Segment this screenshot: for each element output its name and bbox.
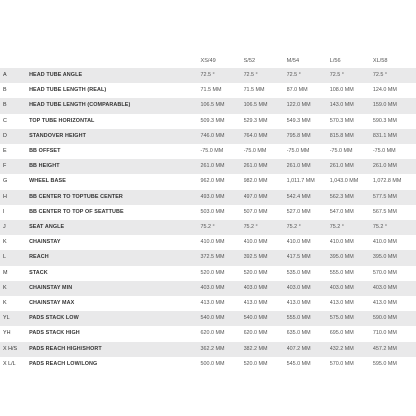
row-value: 982.0 MM (243, 178, 268, 185)
row-value: 403.0 MM (286, 284, 311, 291)
table-row (0, 144, 416, 159)
row-code: G (3, 178, 8, 185)
row-value: 540.0 MM (243, 315, 268, 322)
row-value: 72.5 ° (372, 72, 387, 78)
row-value: 407.2 MM (286, 345, 311, 352)
row-value: 620.0 MM (200, 330, 225, 337)
row-code: X L/L (3, 360, 16, 367)
row-value: 143.0 MM (329, 102, 354, 109)
row-value: 520.0 MM (243, 269, 268, 276)
row-code: I (3, 208, 5, 215)
row-value: 75.2 ° (243, 224, 258, 231)
table-row (0, 235, 416, 250)
row-label: PADS REACH HIGH/SHORT (29, 345, 102, 352)
header-label-cell (27, 54, 200, 68)
row-value: 417.5 MM (286, 254, 311, 261)
row-value: 72.5 ° (286, 72, 301, 78)
row-value: 410.0 MM (286, 239, 311, 246)
row-value: 392.5 MM (243, 254, 268, 261)
row-label: CHAINSTAY MAX (29, 300, 75, 307)
row-value: -75.0 MM (200, 148, 224, 155)
row-value: 106.5 MM (243, 102, 268, 109)
row-value: 590.3 MM (372, 117, 397, 124)
row-label: BB CENTER TO TOP OF SEATTUBE (29, 208, 124, 215)
row-value: 635.0 MM (286, 330, 311, 337)
table-header-row (0, 54, 416, 68)
row-code: A (3, 72, 7, 78)
row-code: YL (3, 315, 10, 322)
row-value: 75.2 ° (200, 224, 215, 231)
table-row (0, 114, 416, 129)
row-label: REACH (29, 254, 49, 261)
row-label: CHAINSTAY (29, 239, 61, 246)
table-row (0, 266, 416, 281)
row-value: 507.0 MM (243, 208, 268, 215)
row-value: 545.0 MM (286, 360, 311, 367)
row-code: YH (3, 330, 11, 337)
row-value: 527.0 MM (286, 208, 311, 215)
row-value: 75.2 ° (329, 224, 344, 231)
table-row (0, 357, 416, 372)
row-label: HEAD TUBE LENGTH (COMPARABLE) (29, 102, 131, 109)
row-value: 72.5 ° (329, 72, 344, 78)
row-value: 562.3 MM (329, 193, 354, 200)
row-label: PADS REACH LOW/LONG (29, 360, 98, 367)
row-value: 432.2 MM (329, 345, 354, 352)
row-code: B (3, 87, 7, 94)
row-value: 72.5 ° (200, 72, 215, 78)
row-value: 795.8 MM (286, 132, 311, 139)
row-value: 577.5 MM (372, 193, 397, 200)
row-value: 122.0 MM (286, 102, 311, 109)
row-value: -75.0 MM (329, 148, 353, 155)
row-value: 108.0 MM (329, 87, 354, 94)
row-label: BB HEIGHT (29, 163, 60, 170)
row-label: PADS STACK LOW (29, 315, 79, 322)
row-value: 71.5 MM (243, 87, 265, 94)
row-label: STACK (29, 269, 48, 276)
table-row (0, 326, 416, 341)
table-row (0, 159, 416, 174)
row-value: 567.5 MM (372, 208, 397, 215)
column-header: M/54 (286, 58, 300, 64)
row-code: K (3, 239, 7, 246)
row-label: BB OFFSET (29, 148, 61, 155)
table-body (0, 68, 416, 372)
row-value: 410.0 MM (372, 239, 397, 246)
row-value: 746.0 MM (200, 132, 225, 139)
row-value: 595.0 MM (372, 360, 397, 367)
row-value: 382.2 MM (243, 345, 268, 352)
table-row (0, 281, 416, 296)
row-code: B (3, 102, 7, 109)
row-value: 261.0 MM (200, 163, 225, 170)
row-value: 695.0 MM (329, 330, 354, 337)
row-value: 159.0 MM (372, 102, 397, 109)
row-value: 520.0 MM (243, 360, 268, 367)
column-header: S/52 (243, 58, 256, 64)
row-value: 106.5 MM (200, 102, 225, 109)
table-row (0, 342, 416, 357)
row-value: 497.0 MM (243, 193, 268, 200)
row-code: F (3, 163, 7, 170)
table-row (0, 296, 416, 311)
row-value: 75.2 ° (372, 224, 387, 231)
row-value: 503.0 MM (200, 208, 225, 215)
row-value: 87.0 MM (286, 87, 308, 94)
row-label: TOP TUBE HORIZONTAL (29, 117, 95, 124)
row-value: 764.0 MM (243, 132, 268, 139)
table-row (0, 83, 416, 98)
row-value: 403.0 MM (329, 284, 354, 291)
column-header: XL/58 (372, 58, 388, 64)
row-value: 710.0 MM (372, 330, 397, 337)
table-row (0, 205, 416, 220)
row-value: 413.0 MM (243, 300, 268, 307)
row-code: D (3, 132, 7, 139)
row-value: 413.0 MM (329, 300, 354, 307)
row-value: 410.0 MM (200, 239, 225, 246)
row-code: X H/S (3, 345, 18, 352)
row-value: 542.4 MM (286, 193, 311, 200)
column-header: L/56 (329, 58, 341, 64)
row-label: CHAINSTAY MIN (29, 284, 73, 291)
table-row (0, 98, 416, 113)
column-header: XS/49 (200, 58, 216, 64)
table-row (0, 68, 416, 83)
row-value: 372.5 MM (200, 254, 225, 261)
row-label: HEAD TUBE LENGTH (REAL) (29, 87, 107, 94)
row-value: 71.5 MM (200, 87, 222, 94)
table-row (0, 129, 416, 144)
row-label: PADS STACK HIGH (29, 330, 80, 337)
row-value: 570.0 MM (329, 360, 354, 367)
row-value: 547.0 MM (329, 208, 354, 215)
row-value: 509.3 MM (200, 117, 225, 124)
row-code: K (3, 300, 7, 307)
row-value: -75.0 MM (286, 148, 310, 155)
row-value: 72.5 ° (243, 72, 258, 78)
row-code: E (3, 148, 7, 155)
row-value: 831.1 MM (372, 132, 397, 139)
row-code: C (3, 117, 7, 124)
row-value: 540.0 MM (200, 315, 225, 322)
row-value: 575.0 MM (329, 315, 354, 322)
row-value: 362.2 MM (200, 345, 225, 352)
table-row (0, 250, 416, 265)
row-value: 395.0 MM (329, 254, 354, 261)
row-value: 555.0 MM (329, 269, 354, 276)
row-value: 1,011.7 MM (286, 178, 315, 185)
row-label: WHEEL BASE (29, 178, 66, 185)
row-value: 124.0 MM (372, 87, 397, 94)
row-value: 261.0 MM (286, 163, 311, 170)
row-value: -75.0 MM (243, 148, 267, 155)
table-row (0, 311, 416, 326)
row-value: 403.0 MM (372, 284, 397, 291)
row-value: 261.0 MM (329, 163, 354, 170)
row-value: 261.0 MM (372, 163, 397, 170)
row-code: L (3, 254, 6, 261)
row-value: 570.3 MM (329, 117, 354, 124)
row-value: 529.3 MM (243, 117, 268, 124)
row-value: 620.0 MM (243, 330, 268, 337)
row-value: 413.0 MM (200, 300, 225, 307)
table-row (0, 174, 416, 189)
row-value: 1,043.0 MM (329, 178, 359, 185)
row-value: 493.0 MM (200, 193, 225, 200)
row-code: M (3, 269, 8, 276)
row-value: 395.0 MM (372, 254, 397, 261)
row-value: 555.0 MM (286, 315, 311, 322)
row-value: 1,072.8 MM (372, 178, 402, 185)
row-label: BB CENTER TO TOPTUBE CENTER (29, 193, 123, 200)
header-code-cell (0, 54, 27, 68)
row-value: 590.0 MM (372, 315, 397, 322)
row-value: 570.0 MM (372, 269, 397, 276)
row-value: 410.0 MM (329, 239, 354, 246)
row-value: 413.0 MM (286, 300, 311, 307)
row-value: 815.8 MM (329, 132, 354, 139)
row-value: 403.0 MM (243, 284, 268, 291)
row-value: 549.3 MM (286, 117, 311, 124)
row-label: STANDOVER HEIGHT (29, 132, 86, 139)
row-value: 75.2 ° (286, 224, 301, 231)
row-label: SEAT ANGLE (29, 224, 65, 231)
geometry-table-container (0, 54, 416, 372)
row-label: HEAD TUBE ANGLE (29, 72, 83, 78)
row-value: 413.0 MM (372, 300, 397, 307)
table-row (0, 190, 416, 205)
row-value: 410.0 MM (243, 239, 268, 246)
row-value: 261.0 MM (243, 163, 268, 170)
row-value: 535.0 MM (286, 269, 311, 276)
row-code: H (3, 193, 7, 200)
row-value: 962.0 MM (200, 178, 225, 185)
row-value: 520.0 MM (200, 269, 225, 276)
row-value: 500.0 MM (200, 360, 225, 367)
row-value: -75.0 MM (372, 148, 396, 155)
row-value: 403.0 MM (200, 284, 225, 291)
table-row (0, 220, 416, 235)
row-code: K (3, 284, 7, 291)
geometry-table (0, 54, 416, 372)
row-value: 457.2 MM (372, 345, 397, 352)
row-code: J (3, 224, 6, 231)
